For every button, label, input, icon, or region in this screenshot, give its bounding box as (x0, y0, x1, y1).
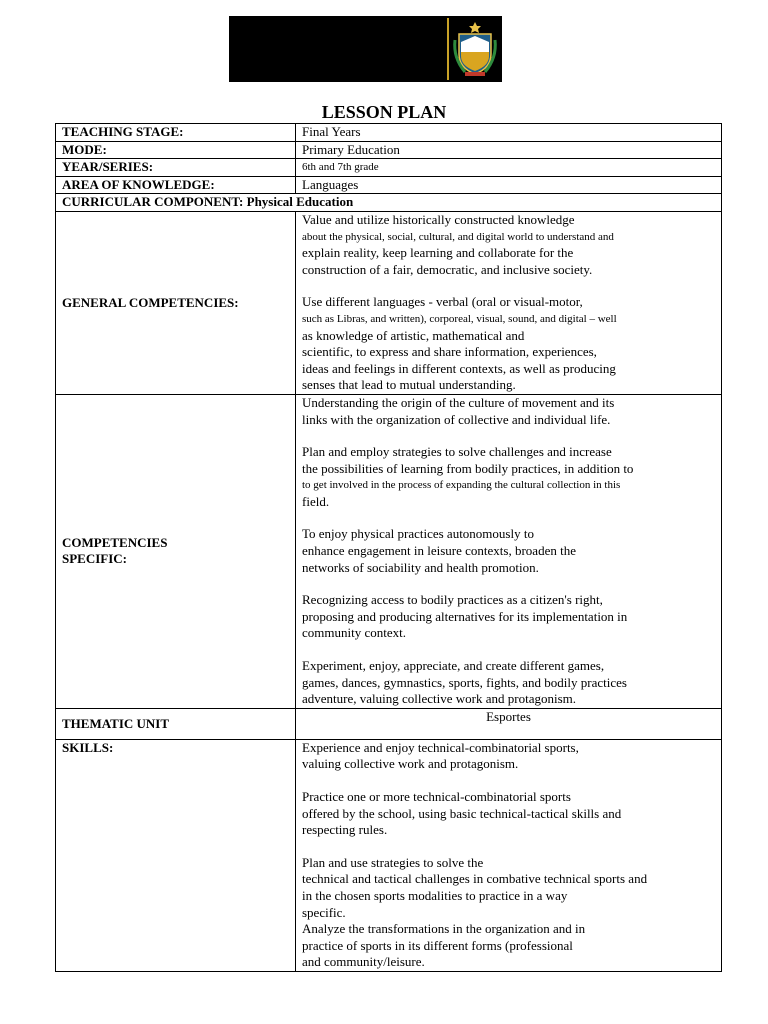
curricular-component-value: Physical Education (246, 194, 354, 210)
text-line: networks of sociability and health promotion. (302, 559, 539, 575)
text-line: Analyze the transformations in the organization and in (302, 921, 586, 937)
text-line: technical and tactical challenges in combative technical sports and (302, 871, 648, 887)
spacer (302, 576, 715, 592)
year-series-value: 6th and 7th grade (296, 159, 722, 177)
text-line: Value and utilize historically constructed knowledge (302, 211, 575, 227)
text-line: enhance engagement in leisure contexts, broaden the (302, 543, 576, 559)
text-line: proposing and producing alternatives for its implementation in (302, 608, 628, 624)
table-row (56, 739, 722, 971)
skill-3 (302, 855, 715, 921)
page-title: LESSON PLAN (321, 102, 447, 122)
text-line: to get involved in the process of expanding the cultural collection in this (302, 479, 621, 492)
text-line: community context. (302, 625, 406, 641)
text-line: games, dances, gymnastics, sports, fights, and bodily practices (302, 674, 627, 690)
general-competencies-label: GENERAL COMPETENCIES: (56, 211, 296, 394)
specific-competency-1 (302, 395, 715, 428)
text-line: links with the organization of collective and individual life. (302, 411, 611, 427)
text-line: senses that lead to mutual understanding. (302, 377, 516, 393)
teaching-stage-label: TEACHING STAGE: (56, 124, 296, 142)
table-row (56, 176, 722, 194)
text-line: as knowledge of artistic, mathematical and (302, 327, 525, 343)
text-line: respecting rules. (302, 822, 388, 838)
text-line: Practice one or more technical-combinatorial sports (302, 789, 571, 804)
table-row (56, 394, 722, 708)
teaching-stage-value: Final Years (296, 124, 722, 142)
text-line: and community/leisure. (302, 954, 425, 970)
area-label: AREA OF KNOWLEDGE: (56, 176, 296, 194)
text-line: about the physical, social, cultural, and digital world to understand and (302, 230, 614, 243)
spacer (302, 510, 715, 526)
general-competency-2 (302, 294, 715, 394)
thematic-unit-value: Esportes (296, 708, 722, 739)
skills-value (296, 739, 722, 971)
text-line: Plan and employ strategies to solve challenges and increase (302, 444, 612, 460)
spacer (302, 839, 715, 855)
general-competency-1 (302, 212, 715, 278)
text-line: To enjoy physical practices autonomously to (302, 526, 534, 542)
specific-competencies-label (56, 394, 296, 708)
text-line: in the chosen sports modalities to practice in a way (302, 887, 568, 903)
label-line: COMPETENCIES (62, 534, 168, 550)
specific-competency-2 (302, 444, 715, 510)
specific-competency-5 (302, 658, 715, 708)
banner-stripe (447, 18, 449, 80)
table-row (56, 141, 722, 159)
specific-competency-3 (302, 526, 715, 576)
curricular-component-cell (56, 194, 722, 212)
specific-competency-4 (302, 592, 715, 642)
text-line: such as Libras, and written), corporeal, visual, sound, and digital – well (302, 312, 617, 325)
spacer (302, 773, 715, 789)
area-value: Languages (296, 176, 722, 194)
text-line: Understanding the origin of the culture of movement and its (302, 394, 615, 410)
coat-of-arms-icon (451, 20, 499, 78)
text-line: Experiment, enjoy, appreciate, and create different games, (302, 658, 605, 674)
text-line: Plan and use strategies to solve the (302, 854, 484, 870)
skill-2 (302, 789, 715, 839)
label-line: SPECIFIC: (62, 551, 128, 567)
text-line: scientific, to express and share information, experiences, (302, 344, 597, 360)
skills-label: SKILLS: (56, 739, 296, 971)
text-line: offered by the school, using basic technical-tactical skills and (302, 805, 622, 821)
table-row (56, 708, 722, 739)
text-line: specific. (302, 904, 346, 920)
skill-4 (302, 921, 715, 971)
text-line: explain reality, keep learning and collaborate for the (302, 245, 574, 261)
lesson-plan-table (55, 123, 722, 972)
table-row (56, 159, 722, 177)
mode-value: Primary Education (296, 141, 722, 159)
skill-1 (302, 740, 715, 773)
text-line: Use different languages - verbal (oral or visual-motor, (302, 294, 583, 310)
text-line: field. (302, 493, 330, 509)
table-row (56, 124, 722, 142)
spacer (302, 428, 715, 444)
spacer (302, 278, 715, 294)
table-row (56, 211, 722, 394)
curricular-component-label: CURRICULAR COMPONENT: (62, 194, 244, 210)
text-line: Experience and enjoy technical-combinatorial sports, (302, 739, 579, 755)
text-line: Recognizing access to bodily practices as a citizen's right, (302, 592, 603, 608)
thematic-unit-label: THEMATIC UNIT (56, 708, 296, 739)
text-line: the possibilities of learning from bodily practices, in addition to (302, 460, 634, 476)
mode-label: MODE: (56, 141, 296, 159)
table-row (56, 194, 722, 212)
spacer (302, 642, 715, 658)
header-banner (229, 16, 502, 82)
text-line: construction of a fair, democratic, and inclusive society. (302, 261, 593, 277)
text-line: adventure, valuing collective work and protagonism. (302, 691, 577, 707)
text-line: ideas and feelings in different contexts, as well as producing (302, 360, 616, 376)
text-line: valuing collective work and protagonism. (302, 756, 519, 772)
specific-competencies-value (296, 394, 722, 708)
text-line: practice of sports in its different forms (professional (302, 937, 573, 953)
year-series-label: YEAR/SERIES: (56, 159, 296, 177)
general-competencies-value (296, 211, 722, 394)
